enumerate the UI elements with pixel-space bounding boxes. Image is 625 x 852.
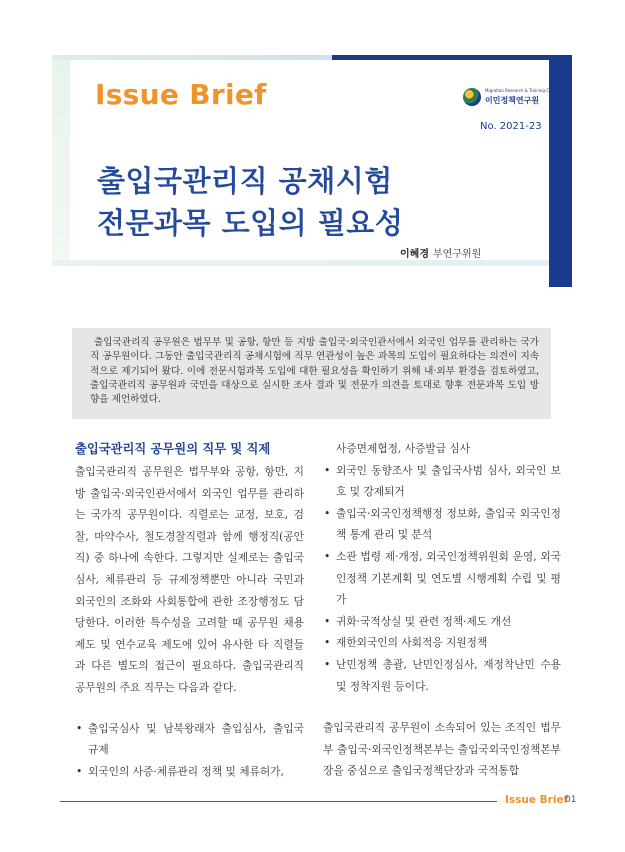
left-column xyxy=(75,438,304,782)
institute-emblem-icon xyxy=(463,88,481,106)
duty-list xyxy=(75,718,304,783)
title-line-2: 전문과목 도입의 필요성 xyxy=(97,206,404,240)
body-paragraph: 출입국관리직 공무원은 법무부와 공항, 항만, 지방 출입국·외국인관서에서 외국인 업무를 관리하는 국가직 공무원이다. 직렬로는 교정, 보호, 검찰, 마약수사, 철도경찰직렬과 함께 행정직(공안직) 중 하나에 속한다. 그렇지만 실제로는 출입국심사, 체류관리 등 규제정책뿐만 아니라 국민과 외국인의 조화와 사회통합에 관한 조장행정도 담당한다. 이러한 특수성을 고려할 때 공무원 채용제도 및 연수교육 제도에 있어 유사한 타 직렬들과 다른 별도의 접근이 필요하다. 출입국관리직 공무원의 주요 직무는 다음과 같다. xyxy=(75,465,304,694)
section-heading: 출입국관리직 공무원의 직무 및 직제 xyxy=(75,442,271,456)
page-title xyxy=(97,160,403,244)
list-item-continuation: 사증면제협정, 사증발급 심사 xyxy=(336,442,471,455)
logo-english-name: Migration Research & Training Centre xyxy=(485,88,560,93)
page-number: 01 xyxy=(565,795,577,805)
list-item: • 재한외국인의 사회적응 지원정책 xyxy=(323,632,561,654)
author-role: 부연구위원 xyxy=(432,249,482,260)
list-item: • 난민정책 총괄, 난민인정심사, 재정착난민 수용 및 정착지원 등이다. xyxy=(323,654,561,697)
institute-logo xyxy=(463,86,560,108)
list-item: • 외국인 동향조사 및 출입국사범 심사, 외국인 보호 및 강제퇴거 xyxy=(323,460,561,503)
logo-korean-name: 이민정책연구원 xyxy=(485,96,540,105)
header-frame-top-accent xyxy=(52,55,332,60)
title-line-1: 출입국관리직 공채시험 xyxy=(97,164,393,198)
right-column xyxy=(323,438,561,782)
author-name: 이혜경 xyxy=(400,249,429,260)
author-byline xyxy=(400,245,481,260)
header-frame-left xyxy=(52,55,70,265)
list-item: • 소관 법령 제·개정, 외국인정책위원회 운영, 외국인정책 기본계획 및 연도별 시행계획 수립 및 평가 xyxy=(323,546,561,611)
issue-number: No. 2021-23 xyxy=(480,121,542,132)
list-item: • 외국인의 사증·체류관리 정책 및 체류허가, xyxy=(75,761,304,783)
list-item: • 출입국심사 및 남북왕래자 출입심사, 출입국 규제 xyxy=(75,718,304,761)
duty-list-continued xyxy=(323,460,561,698)
list-item: • 귀화·국적상실 및 관련 정책·제도 개선 xyxy=(323,611,561,633)
body-paragraph: 출입국관리직 공무원이 소속되어 있는 조직인 법무부 출입국·외국인정책본부는 출입국외국인정책본부장을 중심으로 출입국정책단장과 국적통합 xyxy=(323,721,561,778)
list-item: • 출입국·외국인정책행정 정보화, 출입국 외국인정책 통계 관리 및 분석 xyxy=(323,503,561,546)
summary-text: 출입국관리직 공무원은 법무부 및 공항, 항만 등 지방 출입국·외국인관서에서 외국인 업무를 관리하는 국가직 공무원이다. 그동안 출입국관리직 공채시험에 직무 연관성이 높은 과목의 도입이 필요하다는 의견이 지속적으로 제기되어 왔다. 이에 전문시험과목 도입에 대한 필요성을 확인하기 위해 내·외부 환경을 검토하였고, 출입국관리직 공무원과 국민을 대상으로 실시한 조사 결과 및 전문가 의견을 토대로 향후 전문과목 도입 방향을 제언하였다. xyxy=(90,337,539,406)
brand-title: Issue Brief xyxy=(95,78,267,111)
summary-box xyxy=(72,328,551,419)
header-frame-bottom xyxy=(52,260,549,266)
footer-rule xyxy=(60,801,497,802)
footer-brand: Issue Brief xyxy=(505,794,569,806)
